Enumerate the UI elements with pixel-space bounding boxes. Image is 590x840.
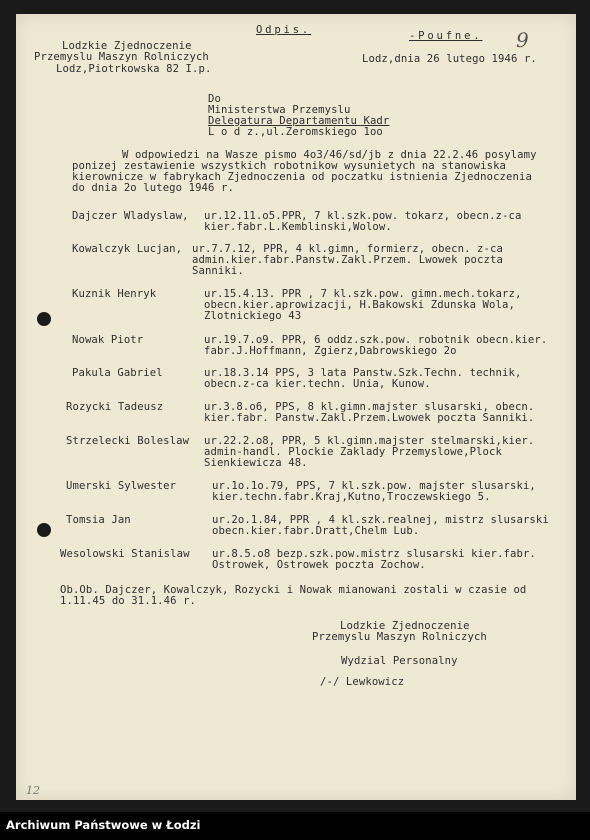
entry-name: Tomsia Jan (66, 514, 131, 526)
entry-name: Kowalczyk Lucjan, (72, 243, 183, 255)
entry-name: Pakula Gabriel (72, 367, 163, 379)
intro-line-1: W odpowiedzi na Wasze pismo 4o3/46/sd/jb z dnia 22.2.46 posylamy (122, 149, 537, 161)
recipient-office: Delegatura Departamentu Kadr (208, 115, 390, 127)
sender-line-1: Lodzkie Zjednoczenie (62, 40, 192, 52)
recipient-to: Do (208, 93, 221, 105)
note-line-2: 1.11.45 do 31.1.46 r. (60, 595, 197, 607)
entry-details: ur.18.3.14 PPS, 3 lata Panstw.Szk.Techn. technik, obecn.z-ca kier.techn. Unia, Kunow. (204, 367, 522, 390)
entry-name: Kuznik Henryk (72, 288, 157, 300)
signature-org-2: Przemyslu Maszyn Rolniczych (312, 631, 487, 643)
signature-department: Wydzial Personalny (341, 655, 458, 667)
entry-name: Umerski Sylwester (66, 480, 177, 492)
sender-line-3: Lodz,Piotrkowska 82 I.p. (56, 63, 212, 75)
entry-name: Nowak Piotr (72, 334, 144, 346)
entry-name: Strzelecki Boleslaw (66, 435, 190, 447)
intro-line-4: do dnia 2o lutego 1946 r. (72, 182, 234, 194)
entry-details: ur.22.2.o8, PPR, 5 kl.gimn.majster stelmarski,kier. admin-handl. Plockie Zaklady Przemyslowe,Plock Sienkiewicza 48. (204, 435, 535, 469)
entry-details: ur.7.7.12, PPR, 4 kl.gimn, formierz, obecn. z-ca admin.kier.fabr.Panstw.Zakl.Przem. Lwowek poczta Sanniki. (192, 243, 503, 277)
classification-label: -Poufne. (409, 30, 483, 42)
place-date: Lodz,dnia 26 lutego 1946 r. (362, 53, 537, 65)
archive-label: Archiwum Państwowe w Łodzi (6, 818, 201, 832)
sender-line-2: Przemyslu Maszyn Rolniczych (34, 51, 209, 63)
entry-name: Wesolowski Stanislaw (60, 548, 190, 560)
entry-details: ur.2o.1.84, PPR , 4 kl.szk.realnej, mistrz slusarski obecn.kier.fabr.Dratt,Chelm Lub. (212, 514, 549, 537)
margin-number-handwritten: 12 (26, 784, 40, 797)
signature-name: /-/ Lewkowicz (320, 676, 405, 688)
recipient-ministry: Ministerstwa Przemyslu (208, 104, 351, 116)
signature-org-1: Lodzkie Zjednoczenie (340, 620, 470, 632)
punch-hole-lower (37, 523, 51, 537)
document-title: Odpis. (256, 24, 312, 36)
entry-details: ur.8.5.o8 bezp.szk.pow.mistrz slusarski kier.fabr. Ostrowek, Ostrowek poczta Zochow. (212, 548, 536, 571)
entry-details: ur.12.11.o5.PPR, 7 kl.szk.pow. tokarz, obecn.z-ca kier.fabr.L.Kemblinski,Wolow. (204, 210, 522, 233)
entry-details: ur.15.4.13. PPR , 7 kl.szk.pow. gimn.mech.tokarz, obecn.kier.aprowizacji, H.Bakowski Zdunska Wola, Zlotnickiego 43 (204, 288, 522, 322)
entry-details: ur.19.7.o9. PPR, 6 oddz.szk.pow. robotnik obecn.kier. fabr.J.Hoffmann, Zgierz,Dabrowskiego 2o (204, 334, 548, 357)
recipient-address: L o d z.,ul.Zeromskiego 1oo (208, 126, 383, 138)
entry-name: Rozycki Tadeusz (66, 401, 164, 413)
entry-name: Dajczer Wladyslaw, (72, 210, 189, 222)
note-line-1: Ob.Ob. Dajczer, Kowalczyk, Rozycki i Nowak mianowani zostali w czasie od (60, 584, 527, 596)
intro-line-2: ponizej zestawienie wszystkich robotnikow wysunietych na stanowiska (72, 160, 507, 172)
entry-details: ur.1o.1o.79, PPS, 7 kl.szk.pow. majster slusarski, kier.techn.fabr.Kraj,Kutno,Troczewskiego 5. (212, 480, 536, 503)
page-number-handwritten: 9 (516, 28, 529, 52)
intro-line-3: kierownicze w fabrykach Zjednoczenia od poczatku istnienia Zjednoczenia (72, 171, 532, 183)
entry-details: ur.3.8.o6, PPS, 8 kl.gimn.majster slusarski, obecn. kier.fabr. Panstw.Zakl.Przem.Lwowek poczta Sanniki. (204, 401, 535, 424)
punch-hole-upper (37, 312, 51, 326)
document-page (16, 14, 576, 800)
